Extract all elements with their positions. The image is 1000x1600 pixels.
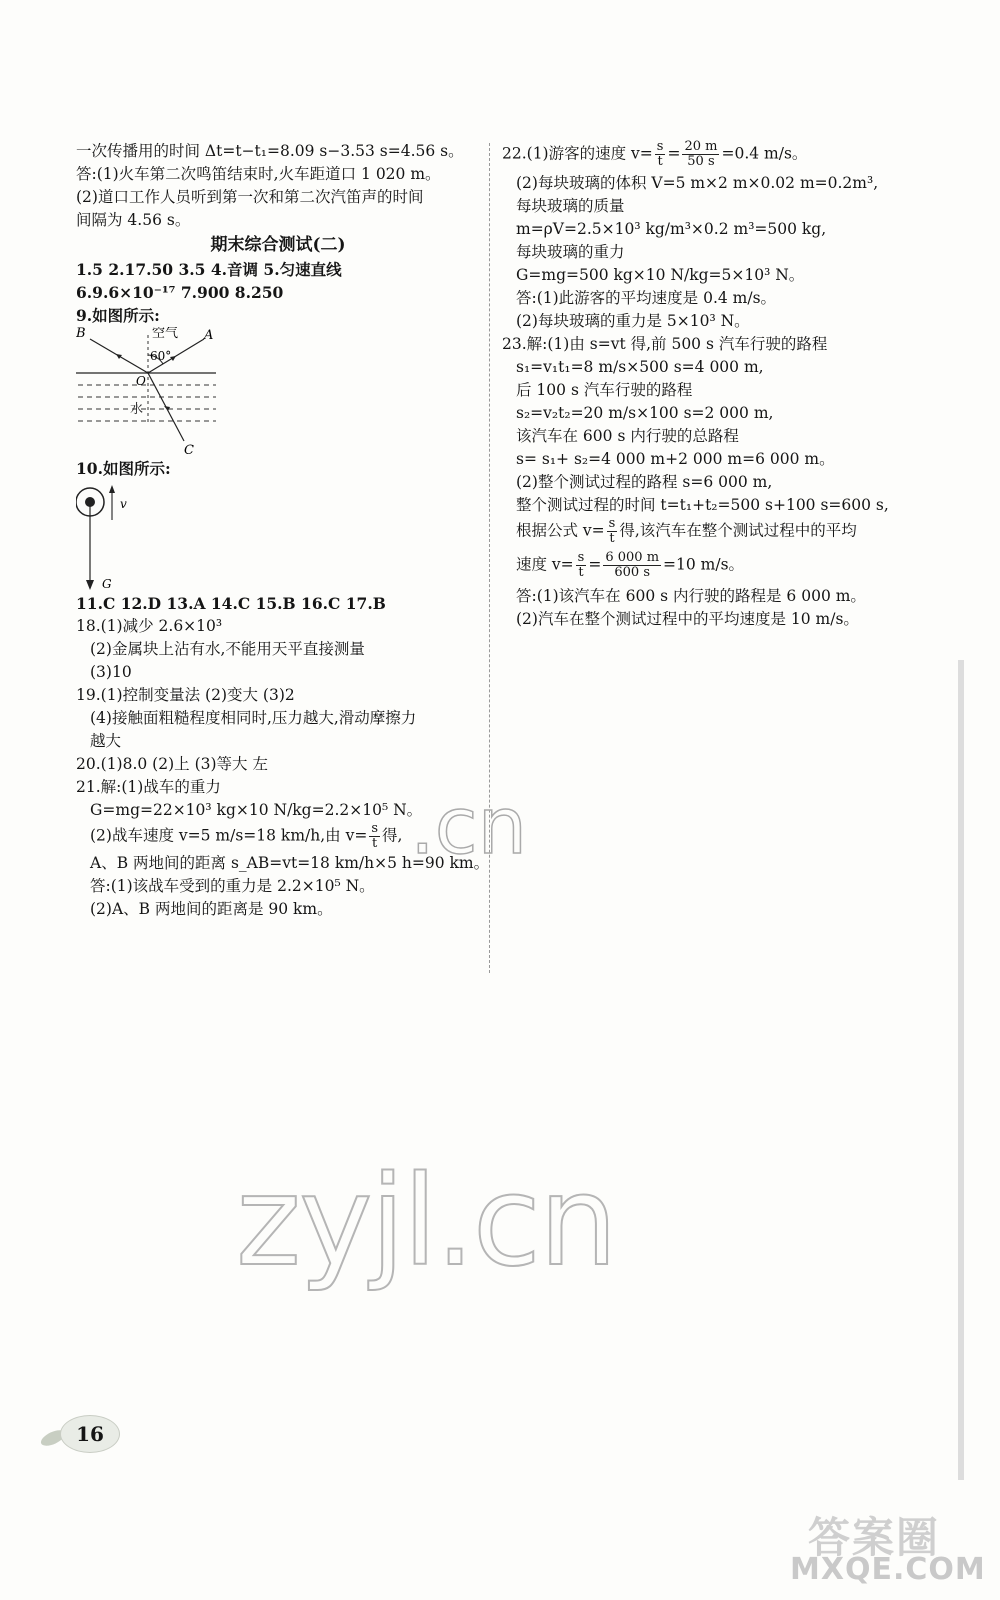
fraction [607, 517, 618, 546]
text-line: s₁=v₁t₁=8 m/s×500 s=4 000 m, [516, 358, 764, 376]
denominator: 50 s [687, 154, 715, 169]
text-span: (2)战车速度 v=5 m/s=18 km/h,由 v= [90, 826, 368, 845]
text-span: 根据公式 v= [516, 521, 605, 540]
text-line: 后 100 s 汽车行驶的路程 [516, 381, 693, 399]
label-C: C [184, 443, 194, 457]
text-span: 得, [382, 826, 403, 845]
fraction [369, 822, 380, 851]
site-logo: 答案圈 [808, 1513, 941, 1562]
text-line: 答:(1)该汽车在 600 s 内行驶的路程是 6 000 m。 [516, 587, 866, 605]
text-line: 答:(1)该战车受到的重力是 2.2×10⁵ N。 [90, 877, 375, 895]
denominator: t [578, 565, 584, 580]
label-B: B [76, 327, 86, 341]
text-line: (2)A、B 两地间的距离是 90 km。 [90, 900, 333, 918]
text-line: (4)接触面粗糙程度相同时,压力越大,滑动摩擦力 [90, 709, 417, 727]
text-line: 间隔为 4.56 s。 [76, 211, 191, 229]
numerator: s [577, 550, 585, 565]
text-span: =10 m/s。 [663, 555, 745, 574]
question-9: 9.如图所示: [76, 306, 160, 325]
label-O: O [136, 374, 146, 388]
watermark-small: .cn [410, 782, 528, 872]
label-angle: 60° [150, 349, 172, 363]
scan-edge [958, 660, 964, 1480]
label-water: 水 [130, 402, 144, 417]
answer-line: 1.5 2.17.50 3.5 4.音调 5.匀速直线 [76, 260, 342, 279]
watermark-main: zyjl.cn [236, 1150, 616, 1294]
text-line: 21.解:(1)战车的重力 [76, 778, 221, 796]
label-air: 空气 [152, 327, 179, 341]
refraction-diagram [76, 327, 236, 457]
text-line: 20.(1)8.0 (2)上 (3)等大 左 [76, 755, 268, 773]
text-line: (3)10 [90, 663, 132, 681]
fraction [576, 551, 587, 580]
text-span: = [667, 144, 681, 163]
question-10: 10.如图所示: [76, 459, 171, 478]
label-v: v [120, 497, 127, 511]
numerator: s [371, 821, 378, 836]
text-line: s= s₁+ s₂=4 000 m+2 000 m=6 000 m。 [516, 450, 835, 468]
text-line: 19.(1)控制变量法 (2)变大 (3)2 [76, 686, 295, 704]
text-line: (2)汽车在整个测试过程中的平均速度是 10 m/s。 [516, 610, 859, 628]
text-line: G=mg=22×10³ kg×10 N/kg=2.2×10⁵ N。 [90, 801, 423, 819]
site-logo-url: MXQE.COM [790, 1552, 986, 1587]
text-line [502, 551, 942, 585]
text-line: m=ρV=2.5×10³ kg/m³×0.2 m³=500 kg, [516, 220, 827, 238]
text-line: 整个测试过程的时间 t=t₁+t₂=500 s+100 s=600 s, [516, 496, 889, 514]
text-span: 得,该汽车在整个测试过程中的平均 [619, 521, 857, 540]
text-line: (2)整个测试过程的路程 s=6 000 m, [516, 473, 773, 491]
text-line: A、B 两地间的距离 s_AB=vt=18 km/h×5 h=90 km。 [90, 854, 490, 872]
text-line [502, 140, 942, 172]
text-line: 每块玻璃的质量 [516, 197, 625, 215]
text-line: (2)每块玻璃的体积 V=5 m×2 m×0.02 m=0.2m³, [516, 174, 879, 192]
fraction [603, 551, 661, 580]
force-diagram [76, 480, 156, 592]
numerator: 20 m [684, 139, 718, 154]
text-line: 一次传播用的时间 Δt=t−t₁=8.09 s−3.53 s=4.56 s。 [76, 142, 464, 160]
text-line: 18.(1)减少 2.6×10³ [76, 617, 223, 635]
label-A: A [204, 328, 214, 343]
page-number: 16 [60, 1415, 120, 1453]
text-line: (2)金属块上沾有水,不能用天平直接测量 [90, 640, 365, 658]
text-line: G=mg=500 kg×10 N/kg=5×10³ N。 [516, 266, 805, 284]
numerator: 6 000 m [605, 550, 660, 565]
text-line: 答:(1)此游客的平均速度是 0.4 m/s。 [516, 289, 777, 307]
label-G: G [102, 577, 112, 591]
denominator: t [657, 154, 663, 169]
denominator: 600 s [614, 565, 650, 580]
answer-line: 11.C 12.D 13.A 14.C 15.B 16.C 17.B [76, 594, 386, 613]
fraction [655, 140, 666, 169]
text-span: 22.(1)游客的速度 v= [502, 144, 653, 163]
text-line: (2)道口工作人员听到第一次和第二次汽笛声的时间 [76, 188, 424, 206]
section-title: 期末综合测试(二) [210, 235, 346, 255]
text-span: =0.4 m/s。 [721, 144, 808, 163]
denominator: t [372, 836, 378, 851]
answer-line: 6.9.6×10⁻¹⁷ 7.900 8.250 [76, 283, 284, 302]
text-span: 速度 v= [516, 555, 574, 574]
right-column [502, 140, 942, 631]
text-span: = [588, 555, 602, 574]
text-line [502, 517, 942, 551]
numerator: s [608, 516, 616, 531]
text-line: 每块玻璃的重力 [516, 243, 625, 261]
text-line: 该汽车在 600 s 内行驶的总路程 [516, 427, 739, 445]
denominator: t [609, 531, 615, 546]
numerator: s [656, 139, 664, 154]
text-line: 答:(1)火车第二次鸣笛结束时,火车距道口 1 020 m。 [76, 165, 441, 183]
fraction [682, 140, 719, 169]
text-line: 23.解:(1)由 s=vt 得,前 500 s 汽车行驶的路程 [502, 335, 828, 353]
text-line: (2)每块玻璃的重力是 5×10³ N。 [516, 312, 750, 330]
text-line: s₂=v₂t₂=20 m/s×100 s=2 000 m, [516, 404, 774, 422]
text-line: 越大 [90, 732, 122, 750]
